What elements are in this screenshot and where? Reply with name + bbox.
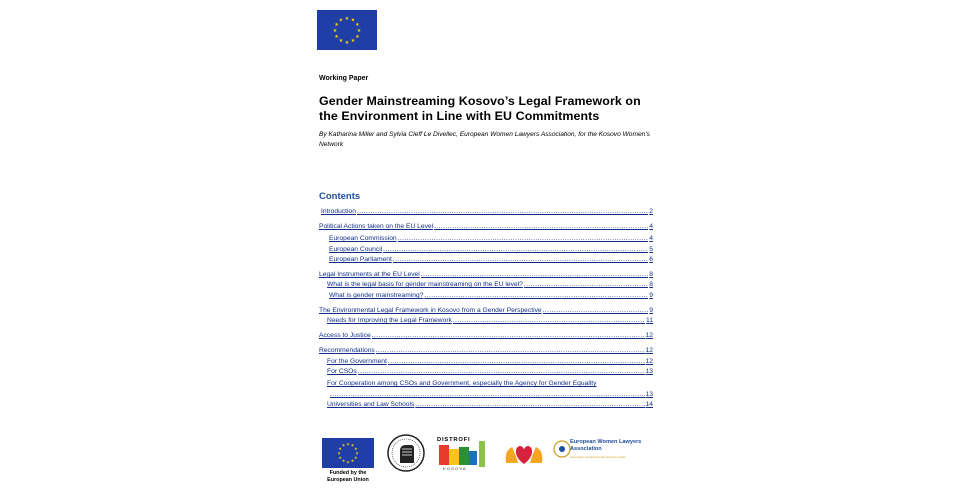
toc-entry[interactable]: [319, 270, 653, 279]
kosova-label: KOSOVA: [443, 466, 467, 471]
toc-entry-page: 9: [649, 307, 653, 314]
ewla-name: European Women Lawyers Association: [570, 439, 642, 452]
toc-entry-label: European Council: [329, 246, 383, 253]
toc-entry-label: Recommendations: [319, 347, 375, 354]
eu-flag-logo: [317, 10, 377, 50]
toc-entry-page: 5: [649, 246, 653, 253]
toc-entry-label: Legal Instruments at the EU Level: [319, 271, 420, 278]
toc-entry-page: 8: [649, 271, 653, 278]
star-icon: ★: [350, 458, 355, 464]
toc-entry-page: 13: [645, 391, 653, 398]
toc-entry-label: Universities and Law Schools: [327, 401, 415, 408]
toc-leader-dots: [524, 280, 648, 289]
toc-entry[interactable]: [329, 255, 653, 264]
toc-entry-label: European Parliament: [329, 256, 392, 263]
toc-entry-page: 4: [649, 235, 653, 242]
toc-entry-page: 12: [645, 358, 653, 365]
toc-entry-label: Political Actions taken on the EU Level: [319, 223, 434, 230]
toc-entry-page: 2: [649, 208, 653, 215]
toc-entry-page: 14: [645, 401, 653, 408]
toc-entry-page: 12: [645, 347, 653, 354]
star-icon: ★: [346, 441, 350, 447]
toc-entry[interactable]: [329, 291, 653, 300]
star-icon: ★: [355, 450, 359, 456]
toc-entry[interactable]: [327, 367, 653, 376]
toc-entry[interactable]: [321, 207, 653, 216]
toc-leader-dots: [357, 207, 648, 216]
toc-entry[interactable]: [329, 245, 653, 254]
toc-entry[interactable]: [327, 316, 653, 325]
star-icon: ★: [356, 27, 362, 34]
toc-entry-page: 4: [649, 223, 653, 230]
toc-entry-page: 9: [649, 292, 653, 299]
heart-hands-logo: [502, 437, 546, 471]
toc-entry-page: 8: [649, 281, 653, 288]
toc-entry[interactable]: [319, 331, 653, 340]
star-icon: ★: [341, 458, 346, 464]
star-icon: ★: [344, 15, 350, 22]
toc-entry[interactable]: [319, 222, 653, 231]
star-icon: ★: [355, 33, 360, 40]
toc-leader-dots: [372, 331, 645, 340]
toc-entry[interactable]: [327, 357, 653, 366]
star-icon: ★: [350, 17, 356, 24]
authors-line: By Katharina Miller and Sylvia Cleff Le Divellec, European Women Lawyers Association, for the Kosovo Women’s Network: [319, 131, 650, 148]
star-icon: ★: [337, 450, 341, 456]
contents-heading: Contents: [319, 191, 361, 202]
toc-entry-label: Needs for Improving the Legal Framework: [327, 317, 452, 324]
toc-entry-label: Access to Justice: [319, 332, 371, 339]
toc-entry-label: Introduction: [321, 208, 356, 215]
toc-leader-dots: [453, 316, 645, 325]
toc-entry[interactable]: [319, 306, 653, 315]
document-title: Gender Mainstreaming Kosovo’s Legal Framework on the Environment in Line with EU Commitments: [319, 94, 641, 123]
toc-entry-page: 11: [646, 317, 653, 324]
toc-leader-dots: [358, 367, 645, 376]
toc-leader-dots: [330, 390, 645, 399]
toc-leader-dots: [543, 306, 649, 315]
toc-leader-dots: [388, 357, 645, 366]
star-icon: ★: [338, 38, 344, 45]
toc-entry-label: What is the legal basis for gender mainstreaming on the EU level?: [327, 281, 523, 288]
star-icon: ★: [350, 38, 356, 45]
toc-leader-dots: [424, 291, 648, 300]
toc-leader-dots: [393, 255, 648, 264]
toc-leader-dots: [383, 245, 648, 254]
star-icon: ★: [332, 27, 338, 34]
toc-entry-label: The Environmental Legal Framework in Kosovo from a Gender Perspective: [319, 307, 542, 314]
star-icon: ★: [338, 17, 344, 24]
toc-entry[interactable]: [329, 390, 653, 399]
star-icon: ★: [334, 33, 339, 40]
star-icon: ★: [334, 21, 339, 28]
toc-entry-label: What is gender mainstreaming?: [329, 292, 424, 299]
funded-by-label: Funded by the European Union: [327, 470, 369, 483]
star-icon: ★: [353, 454, 358, 460]
toc-entry-page: 12: [645, 332, 653, 339]
toc-leader-dots: [376, 346, 645, 355]
star-icon: ★: [341, 442, 346, 448]
toc-entry[interactable]: [329, 234, 653, 243]
toc-entry-page: 13: [645, 368, 653, 375]
star-icon: ★: [353, 445, 358, 451]
toc-entry[interactable]: [319, 346, 653, 355]
eu-flag-footer-logo: [322, 438, 374, 468]
fist-logo: [386, 433, 426, 473]
distrofi-label: DISTROFI: [437, 437, 471, 443]
toc-entry-page: 6: [649, 256, 653, 263]
star-icon: ★: [346, 459, 350, 465]
toc-entry-label: European Commission: [329, 235, 397, 242]
ewla-tagline: Association européenne des femmes juristes: [570, 455, 626, 459]
toc-entry-label: For CSOs: [327, 368, 357, 375]
toc-entry[interactable]: [327, 400, 653, 409]
toc-entry[interactable]: [327, 280, 653, 289]
star-icon: ★: [338, 454, 343, 460]
document-type-label: Working Paper: [319, 75, 369, 82]
toc-leader-dots: [421, 270, 649, 279]
toc-entry[interactable]: [327, 379, 653, 388]
star-icon: ★: [355, 21, 360, 28]
star-icon: ★: [350, 442, 355, 448]
toc-entry-label: For the Government: [327, 358, 387, 365]
star-icon: ★: [338, 445, 343, 451]
toc-entry-label: For Cooperation among CSOs and Government, especially the Agency for Gender Equality: [327, 380, 597, 387]
toc-leader-dots: [415, 400, 644, 409]
toc-leader-dots: [434, 222, 648, 231]
star-icon: ★: [344, 39, 350, 46]
toc-leader-dots: [398, 234, 649, 243]
